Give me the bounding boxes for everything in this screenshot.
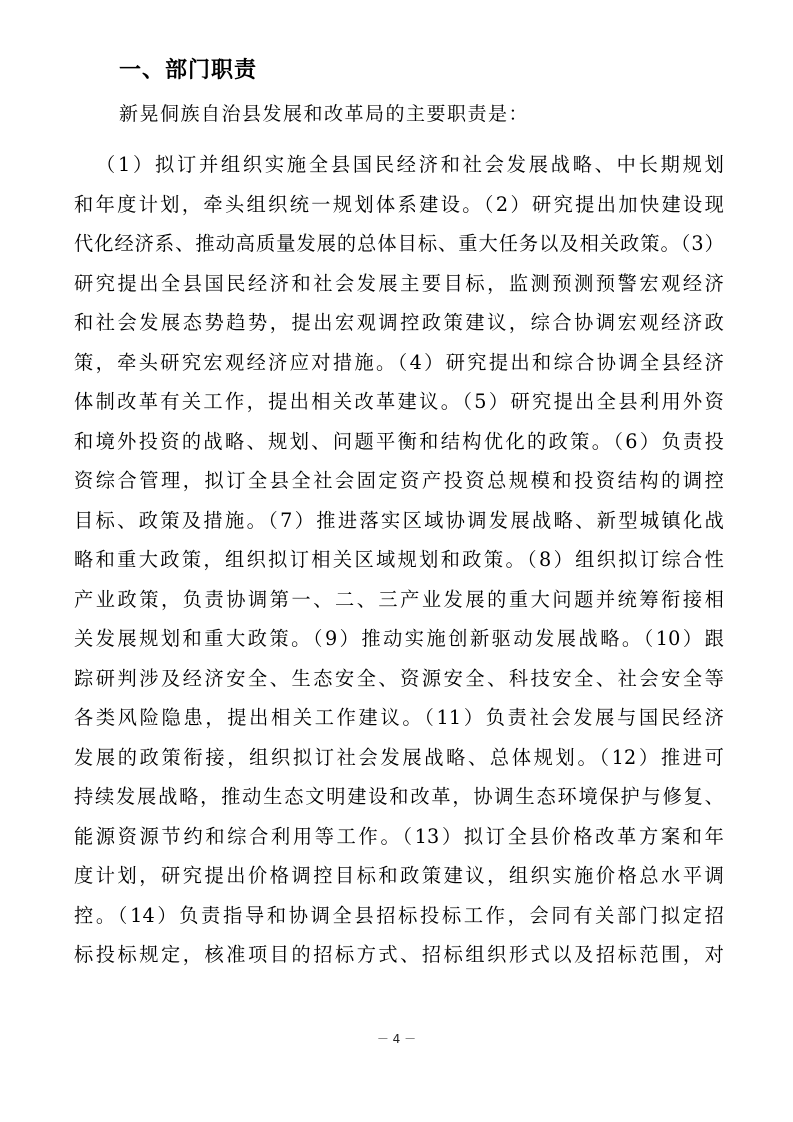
- paragraph-line: 发展的政策衔接，组织拟订社会发展战略、总体规划。（12）推进可: [74, 745, 724, 769]
- page-number: － 4 －: [376, 1032, 417, 1046]
- paragraph-line: 持续发展战略，推动生态文明建设和改革，协调生态环境保护与修复、: [74, 785, 724, 808]
- paragraph-line: 度计划，研究提出价格调控目标和政策建议，组织实施价格总水平调: [74, 864, 724, 887]
- paragraph-line: 策，牵头研究宏观经济应对措施。（4）研究提出和综合协调全县经济: [74, 350, 724, 374]
- paragraph-line: 控。（14）负责指导和协调全县招标投标工作，会同有关部门拟定招: [74, 903, 724, 927]
- paragraph-line: 目标、政策及措施。（7）推进落实区域协调发展战略、新型城镇化战: [74, 508, 724, 532]
- paragraph-line: 和年度计划，牵头组织统一规划体系建设。（2）研究提出加快建设现: [74, 192, 724, 216]
- paragraph-line: 各类风险隐患，提出相关工作建议。（11）负责社会发展与国民经济: [74, 706, 724, 729]
- section-heading: 一、部门职责: [119, 58, 258, 83]
- paragraph-line: 标投标规定，核准项目的招标方式、招标组织形式以及招标范围，对: [74, 943, 724, 966]
- paragraph-line: 踪研判涉及经济安全、生态安全、资源安全、科技安全、社会安全等: [74, 666, 724, 690]
- paragraph-line: （1）拟订并组织实施全县国民经济和社会发展战略、中长期规划: [96, 153, 724, 176]
- paragraph-line: 产业政策，负责协调第一、二、三产业发展的重大问题并统筹衔接相: [74, 587, 724, 611]
- paragraph-line: 关发展规划和重大政策。（9）推动实施创新驱动发展战略。（10）跟: [74, 627, 724, 650]
- paragraph-line: 能源资源节约和综合利用等工作。（13）拟订全县价格改革方案和年: [74, 824, 724, 848]
- paragraph-line: 研究提出全县国民经济和社会发展主要目标，监测预测预警宏观经济: [74, 271, 724, 295]
- paragraph-line: 和境外投资的战略、规划、问题平衡和结构优化的政策。（6）负责投: [74, 429, 724, 453]
- paragraph-line: 略和重大政策，组织拟订相关区域规划和政策。（8）组织拟订综合性: [74, 548, 724, 571]
- duties-paragraph: [74, 145, 724, 975]
- paragraph-line: 和社会发展态势趋势，提出宏观调控政策建议，综合协调宏观经济政: [74, 311, 724, 334]
- paragraph-line: 资综合管理，拟订全县全社会固定资产投资总规模和投资结构的调控: [74, 469, 724, 492]
- paragraph-line: 体制改革有关工作，提出相关改革建议。（5）研究提出全县利用外资: [74, 390, 724, 413]
- intro-paragraph: 新晃侗族自治县发展和改革局的主要职责是：: [119, 103, 530, 125]
- paragraph-line: 代化经济系、推动高质量发展的总体目标、重大任务以及相关政策。（3）: [74, 232, 724, 255]
